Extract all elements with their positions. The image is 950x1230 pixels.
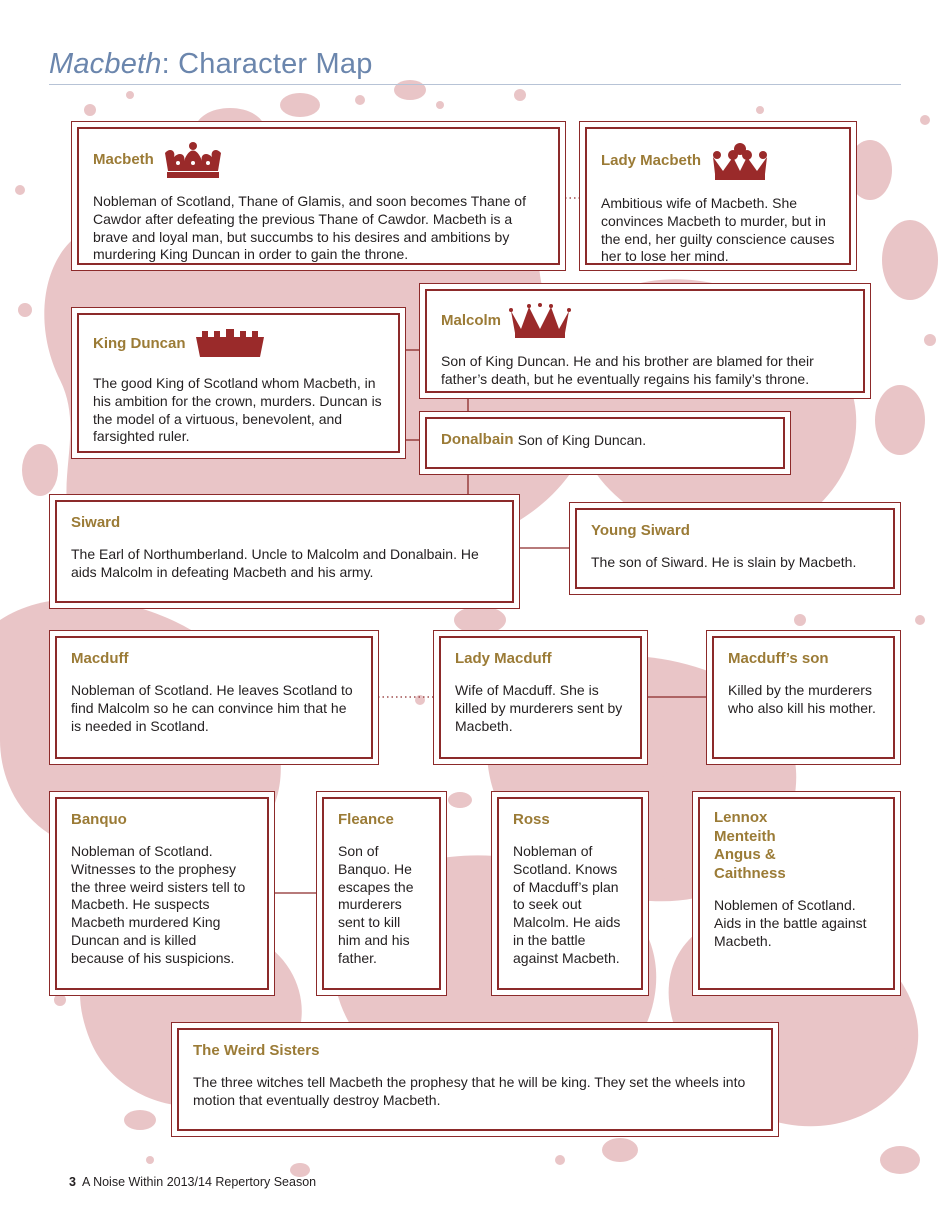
crown-icon (509, 303, 571, 339)
character-name: King Duncan (93, 327, 384, 361)
card-ross (491, 791, 649, 996)
card-lennox-menteith-angus-caithness (692, 791, 901, 996)
card-macduff (49, 630, 379, 765)
character-description: The Earl of Northumberland. Uncle to Malcolm and Donalbain. He aids Malcolm in defeating Macbeth and his army. (71, 546, 479, 580)
character-description: Son of Banquo. He escapes the murderers sent to kill him and his father. (338, 843, 414, 966)
card-young-siward (569, 502, 901, 595)
character-description: Nobleman of Scotland. Witnesses to the prophesy the three weird sisters tell to Macbeth. He suspects Macbeth murdered King Duncan and is killed because of his suspicions. (71, 843, 246, 966)
crown-icon (162, 141, 224, 179)
character-name: Young Siward (591, 522, 690, 539)
character-name: Macduff (71, 650, 129, 667)
card-lady-macduff (433, 630, 648, 765)
character-description: The three witches tell Macbeth the prophesy that he will be king. They set the wheels into motion that eventually destroy Macbeth. (193, 1074, 746, 1108)
character-description: Wife of Macduff. She is killed by murderers sent by Macbeth. (455, 682, 623, 734)
card-lady-macbeth (579, 121, 857, 271)
character-name-lennox: Lennox (714, 809, 768, 826)
page-title: Macbeth: Character Map (49, 48, 373, 80)
page-footer (69, 1175, 316, 1189)
character-description: Son of King Duncan. (517, 432, 647, 448)
character-description: Son of King Duncan. He and his brother are blamed for their father’s death, but he eventually regains his family’s throne. (441, 353, 814, 387)
character-name: Fleance (338, 811, 394, 828)
character-description: Nobleman of Scotland, Thane of Glamis, and soon becomes Thane of Cawdor after defeating the previous Thane of Cawdor. Macbeth is a brave and loyal man, but succumbs to his desires and ambitions by murdering King Duncan in order to gain the throne. (93, 193, 526, 263)
crown-icon (709, 141, 771, 181)
character-name: Macduff’s son (728, 650, 829, 667)
footer-text: A Noise Within 2013/14 Repertory Season (81, 1175, 317, 1189)
character-name: Lady Macduff (455, 650, 552, 667)
character-description: Ambitious wife of Macbeth. She convinces Macbeth to murder, but in the end, her guilty conscience causes her to lose her mind. (601, 195, 835, 265)
character-name: Lady Macbeth (601, 141, 835, 181)
character-name: Macbeth (93, 141, 544, 179)
card-banquo (49, 791, 275, 996)
character-name: The Weird Sisters (193, 1042, 320, 1059)
character-name-menteith: Menteith (714, 827, 776, 845)
character-description: The good King of Scotland whom Macbeth, in his ambition for the crown, murders. Duncan is the model of a virtuous, benevolent, and farsighted ruler. (93, 375, 382, 445)
card-macduffs-son (706, 630, 901, 765)
character-description: Nobleman of Scotland. Knows of Macduff’s plan to seek out Malcolm. He aids in the battle against Macbeth. (513, 843, 621, 966)
page-number: 3 (69, 1175, 76, 1189)
crown-icon (194, 327, 266, 361)
character-description: Killed by the murderers who also kill his mother. (728, 682, 876, 716)
character-name: Banquo (71, 811, 127, 828)
card-macbeth (71, 121, 566, 271)
card-king-duncan (71, 307, 406, 459)
card-siward (49, 494, 520, 609)
character-name-angus: Angus & (714, 846, 776, 863)
card-donalbain (419, 411, 791, 475)
character-name-caithness: Caithness (714, 864, 786, 882)
character-description: Noblemen of Scotland. Aids in the battle against Macbeth. (714, 897, 867, 949)
character-description: The son of Siward. He is slain by Macbeth. (591, 554, 857, 570)
card-malcolm (419, 283, 871, 399)
title-rule (49, 84, 901, 85)
character-name: Siward (71, 514, 121, 531)
card-weird-sisters (171, 1022, 779, 1137)
character-name: Malcolm (441, 303, 849, 339)
card-fleance (316, 791, 447, 996)
character-description: Nobleman of Scotland. He leaves Scotland to find Malcolm so he can convince him that he is needed in Scotland. (71, 682, 353, 734)
character-name: Ross (513, 811, 550, 828)
character-name: Donalbain Son of King Duncan. (441, 431, 647, 448)
